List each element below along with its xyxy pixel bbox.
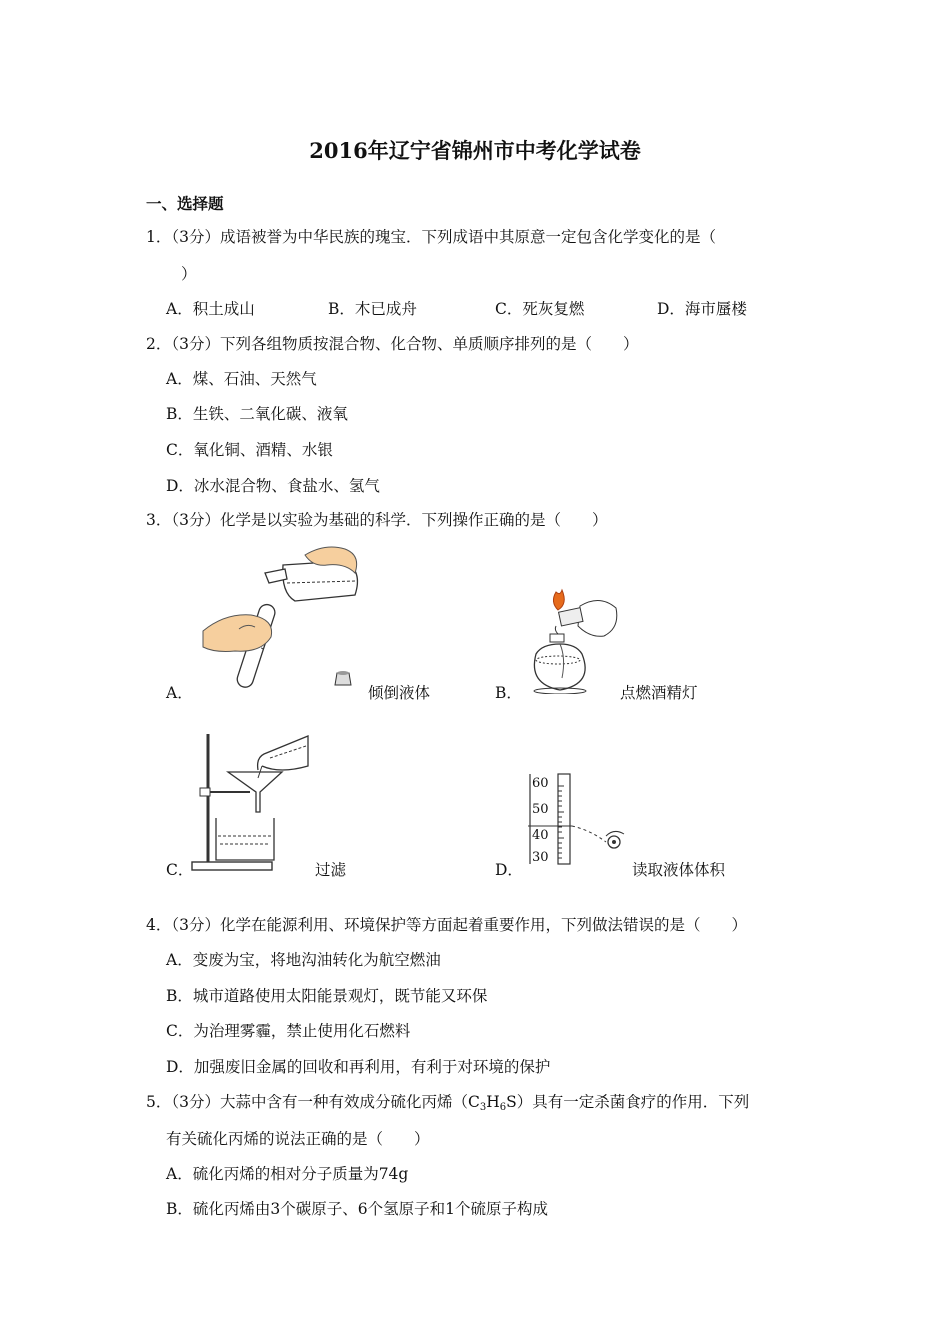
question-3-stem: 3．（3分）化学是以实验为基础的科学．下列操作正确的是（ ） <box>146 511 608 529</box>
question-1-option-a: A．积土成山 <box>166 300 255 318</box>
question-3-option-d-caption: 读取液体体积 <box>632 861 726 879</box>
question-5-stem-start: 5．（3分）大蒜中含有一种有效成分硫化丙烯（C <box>146 1093 480 1111</box>
question-4-option-a: A．变废为宝，将地沟油转化为航空燃油 <box>166 951 441 969</box>
question-2-option-b: B．生铁、二氧化碳、液氧 <box>166 405 348 423</box>
question-5-stem-end: S）具有一定杀菌食疗的作用．下列 <box>506 1093 750 1111</box>
formula-subscript-carbon: 3 <box>479 1102 487 1113</box>
question-5-option-a: A．硫化丙烯的相对分子质量为74g <box>166 1165 409 1183</box>
question-4-option-c: C．为治理雾霾，禁止使用化石燃料 <box>166 1022 411 1040</box>
cylinder-tick-50: 50 <box>532 802 549 817</box>
pouring-liquid-figure <box>195 543 365 695</box>
question-3-option-c-letter: C． <box>166 861 194 879</box>
formula-hydrogen: H <box>486 1093 500 1111</box>
question-2-option-d: D．冰水混合物、食盐水、氢气 <box>166 477 380 495</box>
question-3-option-b-caption: 点燃酒精灯 <box>620 684 698 702</box>
question-1-option-d: D．海市蜃楼 <box>657 300 747 318</box>
formula-subscript-hydrogen: 6 <box>499 1102 507 1113</box>
question-3-option-c-caption: 过滤 <box>315 861 347 879</box>
question-3-option-b-letter: B． <box>495 684 522 702</box>
question-5-option-b: B．硫化丙烯由3个碳原子、6个氢原子和1个硫原子构成 <box>166 1200 548 1218</box>
section-heading: 一、选择题 <box>146 194 224 213</box>
question-1-option-b: B．木已成舟 <box>328 300 417 318</box>
filtration-figure <box>190 726 312 874</box>
question-3-option-a-letter: A． <box>166 684 193 702</box>
question-4-stem: 4．（3分）化学在能源利用、环境保护等方面起着重要作用，下列做法错误的是（ ） <box>146 916 747 934</box>
question-2-option-a: A．煤、石油、天然气 <box>166 370 317 388</box>
question-3-option-d-letter: D． <box>495 861 523 879</box>
question-5-stem-continuation: 有关硫化丙烯的说法正确的是（ ） <box>166 1130 430 1148</box>
question-5-stem <box>146 1092 749 1112</box>
question-4-option-d: D．加强废旧金属的回收和再利用，有利于对环境的保护 <box>166 1058 551 1076</box>
question-1-option-c: C．死灰复燃 <box>495 300 585 318</box>
question-2-option-c: C．氧化铜、酒精、水银 <box>166 441 333 459</box>
question-4-option-b: B．城市道路使用太阳能景观灯，既节能又环保 <box>166 987 488 1005</box>
question-2-stem: 2．（3分）下列各组物质按混合物、化合物、单质顺序排列的是（ ） <box>146 335 639 353</box>
cylinder-tick-40: 40 <box>532 828 549 843</box>
cylinder-tick-60: 60 <box>532 776 549 791</box>
question-1-stem-continuation: ） <box>181 265 197 283</box>
question-3-option-a-caption: 倾倒液体 <box>368 684 431 702</box>
question-1-stem: 1．（3分）成语被誉为中华民族的瑰宝．下列成语中其原意一定包含化学变化的是（ <box>146 228 716 246</box>
page-title: 2016年辽宁省锦州市中考化学试卷 <box>309 138 641 163</box>
cylinder-tick-30: 30 <box>532 850 549 865</box>
alcohol-lamp-figure <box>520 588 620 694</box>
